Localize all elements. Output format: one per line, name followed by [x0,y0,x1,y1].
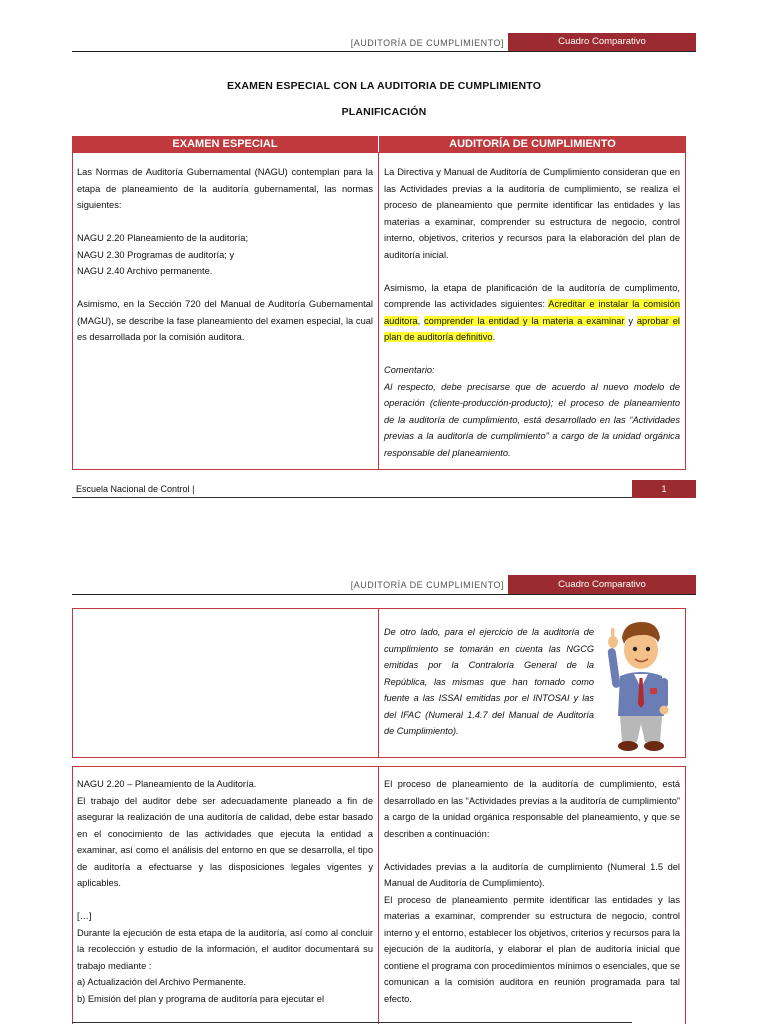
column-header-auditoria-cumplimiento: AUDITORÍA DE CUMPLIMIENTO [379,136,686,152]
header-section-label: [AUDITORÍA DE CUMPLIMIENTO] [350,38,504,48]
column-divider [378,152,379,470]
column-header-examen-especial: EXAMEN ESPECIAL [72,136,378,152]
left-column-text [77,164,373,346]
nagu-item-3: NAGU 2.40 Archivo permanente. [77,266,213,276]
footer-school-name: Escuela Nacional de Control | [76,484,195,494]
left-paragraph-2-2: Durante la ejecución de esta etapa de la auditoría, así como al concluir la recolección y estudio de la información, el auditor documentará su trabajo mediante : [77,927,373,971]
column-divider-2 [378,766,379,1024]
right-paragraph-1: La Directiva y Manual de Auditoría de Cumplimiento consideran que en las Actividades previas a la auditoría de cumplimiento, se realiza el proceso de planeamiento que permite identificar las entidades y las materias a examinar, comprender su estructura de negocio, control interno, objetivos, criterios y recursos para la elaboración del plan de auditoría inicial. [384,167,680,260]
nagu-220-heading: NAGU 2.20 – Planeamiento de la Auditoría. [77,779,257,789]
right-paragraph-2-3: El proceso de planeamiento permite identificar las entidades y las materias a examinar, comprender su estructura de negocio, control interno y el entorno, establecer los objetivos, criterios y recursos para la ejecución de la auditoría, y elaborar el plan de auditoría inicial que contiene el programa con procedimientos mínimos o esenciales, que se comunican a la comisión auditora en reunión programada para tal efecto. [384,894,680,1004]
page-title: EXAMEN ESPECIAL CON LA AUDITORIA DE CUMPLIMIENTO [226,80,542,92]
comment-text: Al respecto, debe precisarse que de acuerdo al nuevo modelo de operación (cliente-producción-producto); el proceso de planeamiento de la auditoría de cumplimiento, está desarrollado en las “Actividades previas a la auditoría de cumplimiento” a cargo de la unidad orgánica responsable del planeamiento. [384,381,680,458]
nagu-item-1: NAGU 2.20 Planeamiento de la auditoría; [77,233,249,243]
right-paragraph-2-2: Actividades previas a la auditoría de cumplimiento (Numeral 1.5 del Manual de Auditoría de Cumplimiento). [384,861,680,888]
intro-column-divider [378,608,379,758]
list-item-b: b) Emisión del plan y programa de auditoría para ejecutar el [77,993,325,1004]
thinking-man-illustration-icon [604,618,676,754]
left-paragraph-1: Las Normas de Auditoría Gubernamental (NAGU) contemplan para la etapa de planeamiento de la auditoría gubernamental, las normas siguientes: [77,167,373,210]
page-number: 1 [632,480,696,498]
right-column-text [384,164,680,461]
left-paragraph-2: Asimismo, en la Sección 720 del Manual de Auditoría Gubernamental (MAGU), se describe la fase planeamiento del examen especial, la cual es desarrollada por la comisión auditora. [77,299,373,342]
intro-italic-text: De otro lado, para el ejercicio de la auditoría de cumplimiento se tomarán en cuenta las NGCG emitidas por la Contraloría General de la República, las mismas que han tomado como fuente a las ISSAI emitidas por el INTOSAI y las del IFAC (Numeral 1.4.7 del Manual de Auditoría de Cumplimiento). [384,627,594,736]
highlight-aprobar: aprobar el plan de auditoría definitivo [384,315,680,342]
header-divider [72,594,696,595]
page-subtitle: PLANIFICACIÓN [341,106,427,118]
ellipsis-marker: […] [77,911,92,921]
highlight-comprender: comprender la entidad y la materia a examinar [424,315,625,326]
right-column-text-2 [384,776,680,1007]
header-tag: Cuadro Comparativo [508,33,696,51]
header-section-label: [AUDITORÍA DE CUMPLIMIENTO] [350,580,504,590]
right-paragraph-2: Asimismo, la etapa de planificación de la auditoría de cumplimento, comprende las actividades siguientes: Acreditar e instalar la comisión auditora, comprender la entidad y la materia a examinar y aprobar el plan de auditoría definitivo. [384,282,680,342]
footer-divider [72,497,632,498]
left-column-text-2 [77,776,373,1007]
highlight-acreditar: Acreditar e instalar la comisión auditora [384,299,680,326]
nagu-item-2: NAGU 2.30 Programas de auditoría; y [77,249,235,260]
list-item-a: a) Actualización del Archivo Permanente. [77,977,246,987]
left-paragraph-2-1: El trabajo del auditor debe ser adecuadamente planeado a fin de asegurar la realización de una auditoría de calidad, debe estar basado en el conocimiento de las actividades que ejecuta la entidad a examinar, así como el análisis del entorno en que se desarrolla, el tipo de auditoría a efectuarse y las disposiciones legales vigentes y aplicables. [77,795,373,888]
comment-label: Comentario: [384,365,435,375]
footer-divider [72,1022,632,1023]
right-paragraph-2-1: El proceso de planeamiento de la auditoría de cumplimiento, está desarrollado en las “Actividades previas a la auditoría de cumplimiento” a cargo de la unidad orgánica responsable del planeamiento, y que se describen a continuación: [384,779,680,839]
header-divider [72,51,696,52]
header-tag: Cuadro Comparativo [508,575,696,594]
